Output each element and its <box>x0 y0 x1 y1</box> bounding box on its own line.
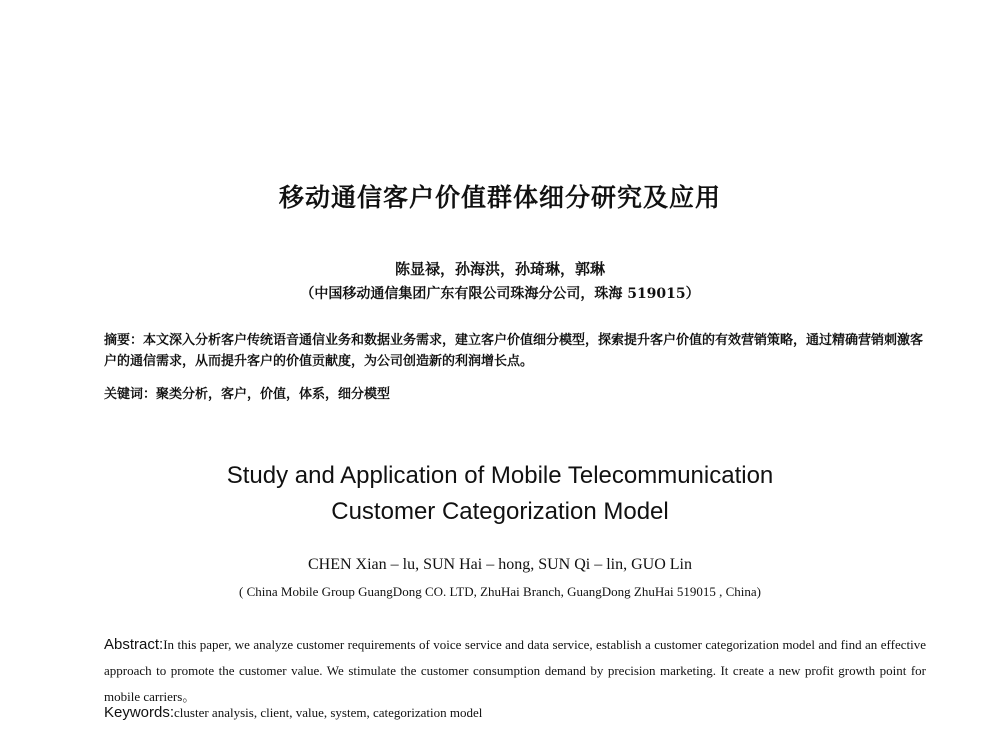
english-title-line-1: Study and Application of Mobile Telecommunication <box>226 462 774 489</box>
english-abstract <box>104 632 926 710</box>
english-title <box>0 458 1000 530</box>
chinese-abstract-label: 摘要： <box>104 333 144 348</box>
chinese-authors: 陈显禄，孙海洪，孙琦琳，郭琳 <box>394 260 605 278</box>
english-authors: CHEN Xian – lu, SUN Hai – hong, SUN Qi – lin, GUO Lin <box>308 556 692 573</box>
english-title-line-2: Customer Categorization Model <box>331 498 669 525</box>
english-abstract-label: Abstract: <box>104 636 164 653</box>
chinese-keywords <box>104 383 924 402</box>
chinese-affiliation: （中国移动通信集团广东有限公司珠海分公司，珠海 519015） <box>300 286 700 302</box>
english-abstract-text: In this paper, we analyze customer requirements of voice service and data service, establish a customer categorization model and find an effective approach to promote the customer value. We stimulate the customer consumption demand by precision marketing. It create a new profit growth point for mobile carriers。 <box>104 637 926 704</box>
english-keywords-text: cluster analysis, client, value, system, categorization model <box>174 705 483 720</box>
chinese-abstract-text: 本文深入分析客户传统语音通信业务和数据业务需求，建立客户价值细分模型，探索提升客户价值的有效营销策略，通过精确营销刺激客户的通信需求，从而提升客户的价值贡献度，为公司创造新的利润增长点。 <box>104 333 924 369</box>
english-keywords <box>104 704 926 721</box>
chinese-keywords-label: 关键词： <box>104 387 157 402</box>
chinese-abstract <box>104 330 924 372</box>
chinese-title: 移动通信客户价值群体细分研究及应用 <box>278 183 721 212</box>
chinese-keywords-text: 聚类分析，客户，价值，体系，细分模型 <box>156 387 391 402</box>
english-affiliation: ( China Mobile Group GuangDong CO. LTD, ZhuHai Branch, GuangDong ZhuHai 519015 , China) <box>239 584 761 599</box>
english-keywords-label: Keywords: <box>104 704 175 721</box>
